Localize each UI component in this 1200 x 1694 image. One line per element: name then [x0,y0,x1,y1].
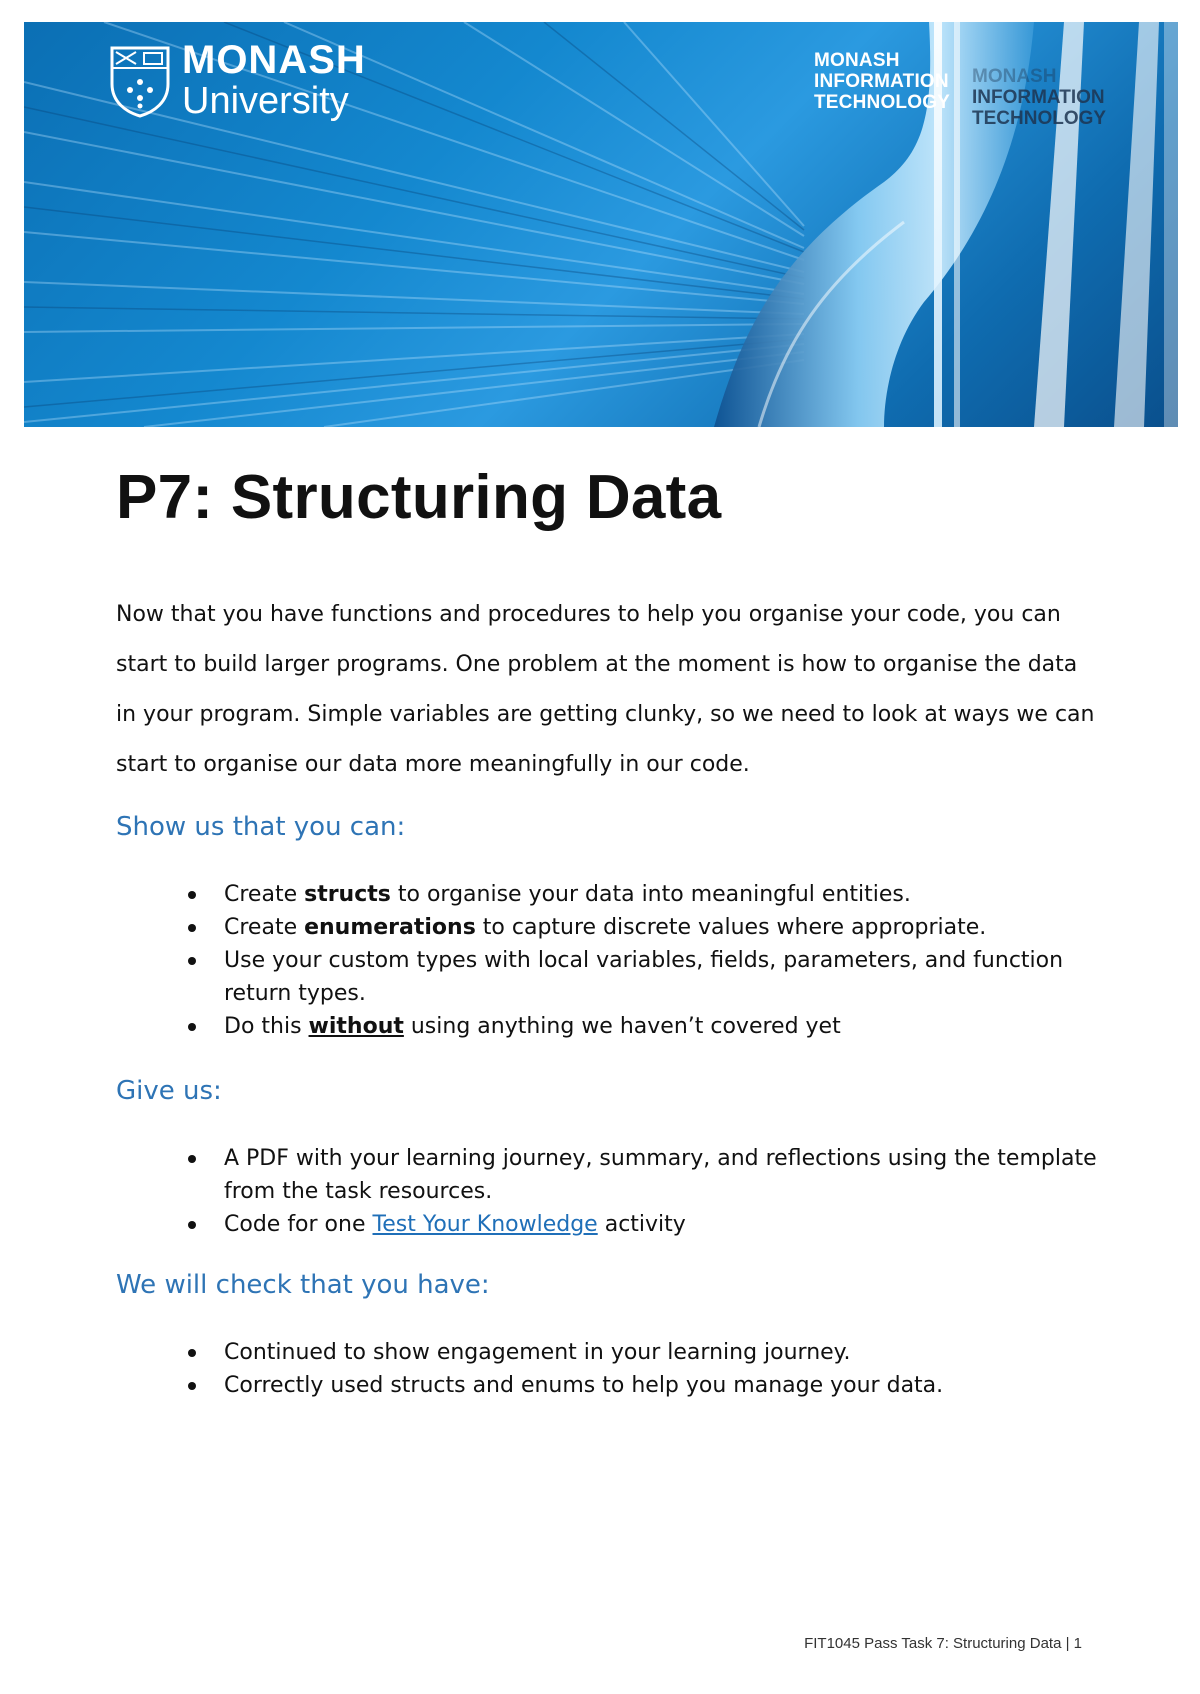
faculty-echo-line: MONASH [972,66,1057,87]
list-item: Correctly used structs and enums to help you manage your data. [180,1369,1100,1402]
show-list [180,878,1100,1043]
test-your-knowledge-link[interactable]: Test Your Knowledge [372,1212,598,1237]
bullet-icon [188,1349,196,1357]
intro-paragraph: Now that you have functions and procedures to help you organise your code, you can start to build larger programs. One problem at the moment is how to organise the data in your program. Simple variables are getting clunky, so we need to look at ways we can start to organise our data more meaningfully in our code. [116,602,1095,777]
list-item: Code for one Test Your Knowledge activity [180,1208,1100,1241]
monash-logo [108,40,366,120]
section-heading-check: We will check that you have: [116,1270,490,1300]
faculty-echo-line: INFORMATION [972,87,1105,108]
bullet-icon [188,957,196,965]
logo-monash-text: MONASH [182,38,366,82]
bullet-icon [188,1023,196,1031]
bullet-icon [188,924,196,932]
bullet-icon [188,891,196,899]
faculty-line: MONASH [814,50,900,71]
list-item: A PDF with your learning journey, summary, and reflections using the template from the task resources. [180,1142,1100,1208]
list-item: Create enumerations to capture discrete values where appropriate. [180,911,1100,944]
page-footer: FIT1045 Pass Task 7: Structuring Data | 1 [804,1635,1082,1652]
faculty-echo-line: TECHNOLOGY [972,108,1107,129]
bullet-icon [188,1221,196,1229]
list-item: Use your custom types with local variables, fields, parameters, and function return types. [180,944,1100,1010]
check-list [180,1336,1100,1402]
page-title: P7: Structuring Data [116,463,722,532]
emphasis-without: without [308,1014,404,1039]
faculty-name [814,50,950,113]
bullet-icon [188,1155,196,1163]
faculty-name-echo [972,66,1106,129]
list-item: Continued to show engagement in your learning journey. [180,1336,1100,1369]
monash-crest-icon [108,44,172,118]
logo-university-text: University [182,80,349,122]
faculty-line: INFORMATION [814,71,949,92]
bullet-icon [188,1382,196,1390]
header-banner [24,22,1178,427]
section-heading-give: Give us: [116,1076,222,1106]
give-list [180,1142,1100,1241]
list-item: Do this without using anything we haven’t covered yet [180,1010,1100,1043]
list-item: Create structs to organise your data into meaningful entities. [180,878,1100,911]
faculty-line: TECHNOLOGY [814,92,951,113]
section-heading-show: Show us that you can: [116,812,406,842]
